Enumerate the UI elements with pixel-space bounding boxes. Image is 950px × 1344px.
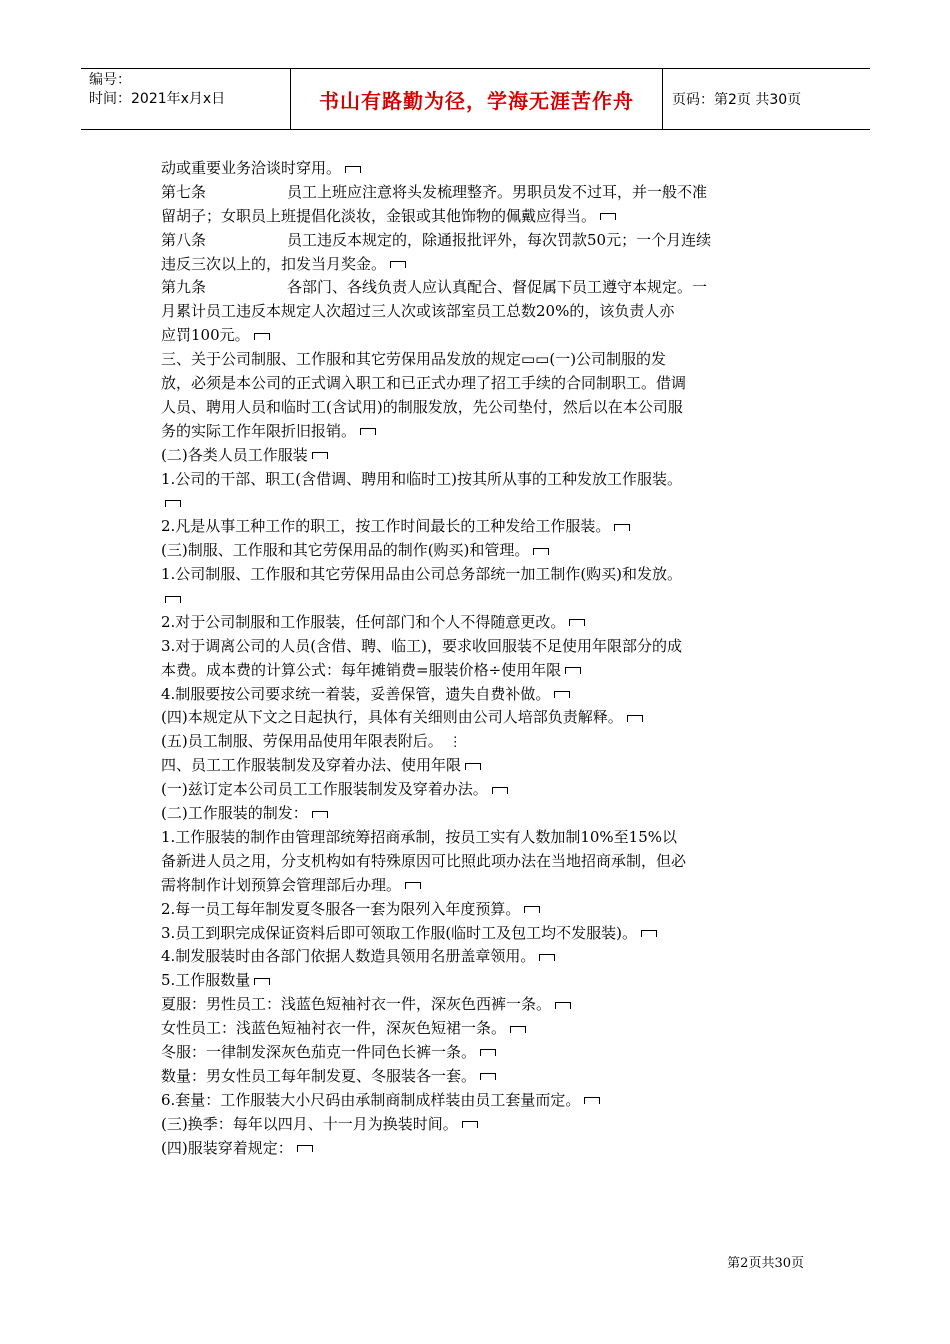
text-line — [161, 683, 794, 707]
article-label: 第九条 — [161, 278, 207, 297]
line-text: 3.对于调离公司的人员(含借、聘、临工)，要求收回服装不足使用年限部分的成 — [161, 636, 683, 655]
text-line — [161, 969, 794, 993]
text-line — [161, 1137, 794, 1161]
line-text: 3.员工到职完成保证资料后即可领取工作服(临时工及包工均不发服装)。 — [161, 923, 638, 942]
line-text: 违反三次以上的，扣发当月奖金。 — [161, 254, 387, 273]
paragraph-mark-icon — [641, 930, 657, 937]
line-text: 员工上班应注意将头发梳理整齐。男职员发不过耳，并一般不准 — [287, 182, 708, 201]
paragraph-mark-icon — [312, 811, 328, 818]
text-line — [161, 611, 794, 635]
paragraph-mark-icon — [627, 715, 643, 722]
line-text: 5.工作服数量 — [161, 971, 251, 990]
article-label: 第七条 — [161, 182, 207, 201]
text-line — [161, 324, 794, 348]
header-page-info: 页码：第2页 共30页 — [672, 92, 802, 108]
page-header — [81, 68, 870, 130]
paragraph-mark-icon — [165, 500, 181, 507]
line-text: 人员、聘用人员和临时工(含试用)的制服发放，先公司垫付，然后以在本公司服 — [161, 397, 683, 416]
text-line — [161, 874, 794, 898]
text-line — [161, 1089, 794, 1113]
text-line — [161, 515, 794, 539]
line-text: 女性员工：浅蓝色短袖衬衣一件，深灰色短裙一条。 — [161, 1019, 507, 1038]
text-line — [161, 157, 794, 181]
text-line — [161, 898, 794, 922]
article-label: 第八条 — [161, 230, 207, 249]
paragraph-mark-icon — [360, 428, 376, 435]
line-text: 4.制服要按公司要求统一着装，妥善保管，遗失自费补做。 — [161, 684, 551, 703]
document-body — [161, 157, 794, 1160]
paragraph-mark-icon — [405, 882, 421, 889]
text-line — [161, 253, 794, 277]
paragraph-mark-icon — [569, 619, 585, 626]
text-line — [161, 300, 794, 324]
paragraph-mark-icon — [554, 691, 570, 698]
paragraph-mark-icon — [297, 1145, 313, 1152]
text-line — [161, 348, 794, 372]
line-text: (四)服装穿着规定： — [161, 1138, 293, 1157]
text-line — [161, 372, 794, 396]
line-text: (三)换季：每年以四月、十一月为换装时间。 — [161, 1114, 458, 1133]
text-line — [161, 420, 794, 444]
paragraph-mark-icon — [524, 906, 540, 913]
paragraph-mark-icon — [533, 548, 549, 555]
text-line — [161, 826, 794, 850]
text-line — [161, 945, 794, 969]
text-line — [161, 754, 794, 778]
paragraph-mark-icon — [600, 213, 616, 220]
line-text: 员工违反本规定的，除通报批评外，每次罚款50元；一个月连续 — [287, 230, 712, 249]
document-time: 时间：2021年x月x日 — [89, 91, 226, 107]
text-line — [161, 491, 794, 515]
line-text: 备新进人员之用，分支机构如有特殊原因可比照此项办法在当地招商承制，但必 — [161, 851, 687, 870]
line-text: 1.工作服装的制作由管理部统筹招商承制，按员工实有人数加制10%至15%以 — [161, 827, 677, 846]
line-text: 各部门、各线负责人应认真配合、督促属下员工遵守本规定。一 — [287, 278, 708, 297]
line-text: 三、关于公司制服、工作服和其它劳保用品发放的规定▭▭(一)公司制服的发 — [161, 350, 667, 369]
paragraph-mark-icon — [254, 978, 270, 985]
text-line — [161, 1041, 794, 1065]
text-line — [161, 730, 794, 754]
paragraph-mark-icon — [312, 452, 328, 459]
paragraph-mark-icon — [390, 261, 406, 268]
paragraph-mark-icon — [462, 1121, 478, 1128]
line-text: (二)各类人员工作服装 — [161, 445, 308, 464]
line-text: 2.对于公司制服和工作服装，任何部门和个人不得随意更改。 — [161, 612, 566, 631]
text-line — [161, 802, 794, 826]
line-text: 夏服：男性员工：浅蓝色短袖衬衣一件，深灰色西裤一条。 — [161, 995, 552, 1014]
vertical-dots-icon: ⋮ — [448, 735, 462, 751]
line-text: 放，必须是本公司的正式调入职工和已正式办理了招工手续的合同制职工。借调 — [161, 374, 687, 393]
text-line — [161, 993, 794, 1017]
text-line — [161, 1017, 794, 1041]
line-text: (一)兹订定本公司员工工作服装制发及穿着办法。 — [161, 780, 488, 799]
paragraph-mark-icon — [584, 1097, 600, 1104]
text-line — [161, 778, 794, 802]
line-text: 1.公司的干部、职工(含借调、聘用和临时工)按其所从事的工种发放工作服装。 — [161, 469, 683, 488]
text-line — [161, 276, 794, 300]
paragraph-mark-icon — [165, 596, 181, 603]
line-text: 2.每一员工每年制发夏冬服各一套为限列入年度预算。 — [161, 899, 521, 918]
header-meta — [81, 69, 290, 129]
document-number-label: 编号： — [89, 72, 131, 88]
text-line — [161, 563, 794, 587]
text-line — [161, 659, 794, 683]
paragraph-mark-icon — [465, 763, 481, 770]
text-line — [161, 468, 794, 492]
paragraph-mark-icon — [614, 524, 630, 531]
text-line — [161, 635, 794, 659]
line-text: 本费。成本费的计算公式：每年摊销费=服装价格÷使用年限 — [161, 660, 562, 679]
header-motto: 书山有路勤为径，学海无涯苦作舟 — [290, 69, 663, 129]
text-line — [161, 539, 794, 563]
paragraph-mark-icon — [480, 1073, 496, 1080]
text-line — [161, 396, 794, 420]
line-text: 务的实际工作年限折旧报销。 — [161, 421, 357, 440]
line-text: 2.凡是从事工种工作的职工，按工作时间最长的工种发给工作服装。 — [161, 517, 611, 536]
text-line — [161, 922, 794, 946]
line-text: 需将制作计划预算会管理部后办理。 — [161, 875, 402, 894]
line-text: 四、员工工作服装制发及穿着办法、使用年限 — [161, 756, 462, 775]
line-text: 冬服：一律制发深灰色茄克一件同色长裤一条。 — [161, 1042, 477, 1061]
paragraph-mark-icon — [345, 166, 361, 173]
line-text: 6.套量：工作服装大小尺码由承制商制成样装由员工套量而定。 — [161, 1090, 581, 1109]
text-line — [161, 706, 794, 730]
text-line — [161, 181, 794, 205]
line-text: (三)制服、工作服和其它劳保用品的制作(购买)和管理。 — [161, 541, 530, 560]
paragraph-mark-icon — [565, 667, 581, 674]
text-line — [161, 587, 794, 611]
paragraph-mark-icon — [555, 1002, 571, 1009]
line-text: 月累计员工违反本规定人次超过三人次或该部室员工总数20%的，该负责人亦 — [161, 302, 675, 321]
page-footer: 第2页共30页 — [727, 1256, 804, 1271]
line-text: (四)本规定从下文之日起执行，具体有关细则由公司人培部负责解释。 — [161, 708, 623, 727]
line-text: (二)工作服装的制发： — [161, 804, 308, 823]
text-line — [161, 229, 794, 253]
text-line — [161, 850, 794, 874]
line-text: 4.制发服装时由各部门依据人数造具领用名册盖章领用。 — [161, 947, 536, 966]
line-text: 数量：男女性员工每年制发夏、冬服装各一套。 — [161, 1066, 477, 1085]
text-line — [161, 1113, 794, 1137]
paragraph-mark-icon — [492, 787, 508, 794]
text-line — [161, 444, 794, 468]
text-line — [161, 1065, 794, 1089]
paragraph-mark-icon — [480, 1049, 496, 1056]
text-line — [161, 205, 794, 229]
line-text: 1.公司制服、工作服和其它劳保用品由公司总务部统一加工制作(购买)和发放。 — [161, 565, 683, 584]
line-text: 留胡子；女职员上班提倡化淡妆，金银或其他饰物的佩戴应得当。 — [161, 206, 597, 225]
paragraph-mark-icon — [539, 954, 555, 961]
line-text: 动或重要业务洽谈时穿用。 — [161, 159, 342, 177]
line-text: (五)员工制服、劳保用品使用年限表附后。 — [161, 732, 443, 751]
line-text: 应罚100元。 — [161, 326, 250, 345]
paragraph-mark-icon — [254, 333, 270, 340]
paragraph-mark-icon — [510, 1026, 526, 1033]
